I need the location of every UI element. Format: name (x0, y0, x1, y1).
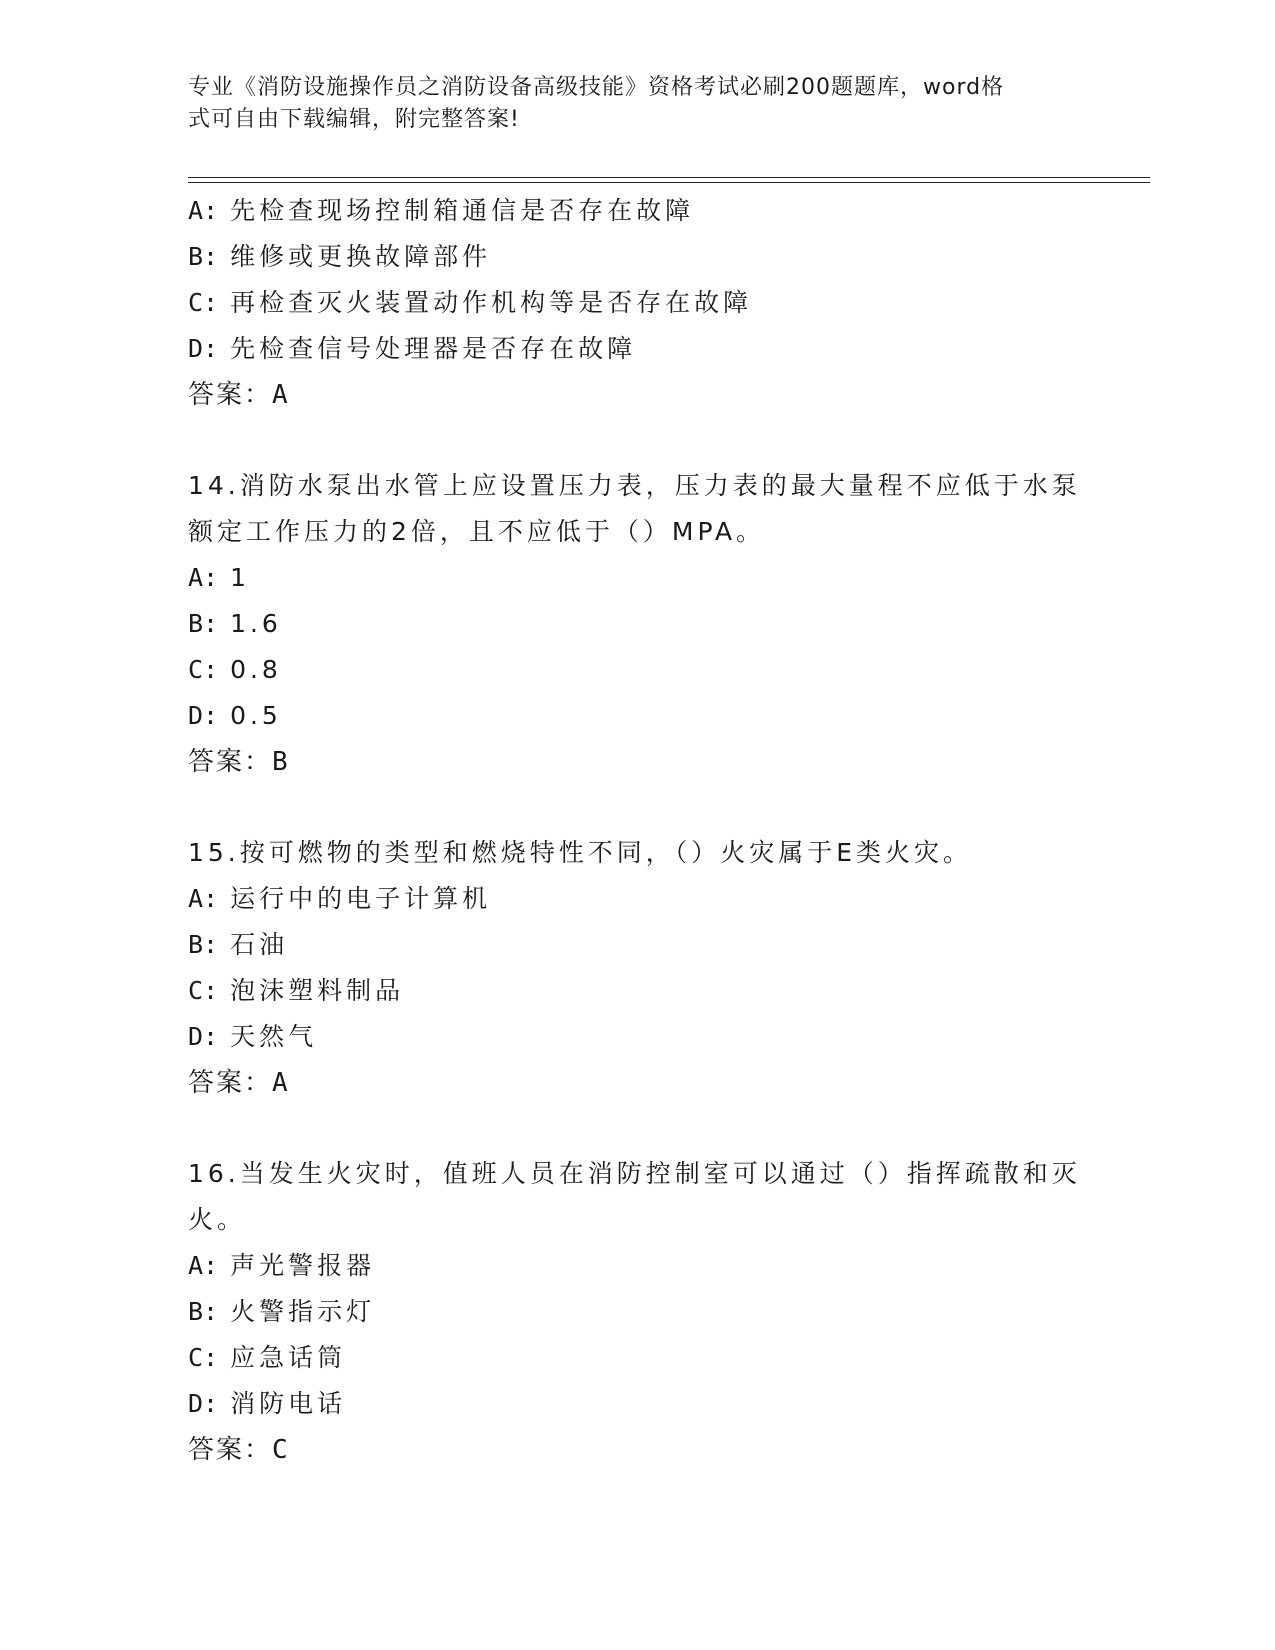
question-block (188, 1106, 1088, 1473)
option-key: D: (188, 701, 219, 730)
answer-value: A (272, 1068, 289, 1098)
answer-label: 答案： (188, 1068, 273, 1098)
answer-label: 答案： (188, 1435, 273, 1465)
option-key: D: (188, 1389, 219, 1418)
option-key: A: (188, 1251, 219, 1280)
option-text: 先检查现场控制箱通信是否存在故障 (230, 196, 695, 225)
option-key: B: (188, 930, 219, 959)
option-key: C: (188, 976, 219, 1005)
option-text: 石油 (230, 930, 289, 959)
header-line-1: 专业《消防设施操作员之消防设备高级技能》资格考试必刷200题题库，word格 (188, 75, 1005, 100)
option-text: 维修或更换故障部件 (230, 242, 492, 271)
option-key: D: (188, 1022, 219, 1051)
option-key: A: (188, 196, 219, 225)
answer-value: C (272, 1435, 289, 1465)
answer-option (188, 234, 1088, 280)
option-text: 1.6 (230, 609, 282, 638)
option-key: B: (188, 242, 219, 271)
answer-option (188, 922, 1088, 968)
option-text: 声光警报器 (230, 1251, 376, 1280)
answer-option (188, 601, 1088, 647)
header-divider-bottom (188, 182, 1150, 183)
answer-option (188, 1014, 1088, 1060)
answer-option (188, 876, 1088, 922)
question-stem (188, 463, 1088, 555)
answer-option (188, 1289, 1088, 1335)
option-text: 0.5 (230, 701, 282, 730)
answer-label: 答案： (188, 380, 273, 410)
answer-option (188, 326, 1088, 372)
answer-option (188, 1335, 1088, 1381)
option-key: A: (188, 884, 219, 913)
answer-line (188, 1060, 1088, 1106)
answer-label: 答案： (188, 747, 273, 777)
option-text: 运行中的电子计算机 (230, 884, 492, 913)
question-stem (188, 830, 1088, 876)
option-text: 再检查灭火装置动作机构等是否存在故障 (230, 288, 753, 317)
page-header (188, 72, 1068, 136)
option-text: 应急话筒 (230, 1343, 347, 1372)
answer-option (188, 1381, 1088, 1427)
option-text: 天然气 (230, 1022, 318, 1051)
question-stem-line: 16.当发生火灾时，值班人员在消防控制室可以通过（）指挥疏散和灭 (188, 1159, 1081, 1188)
question-stem-line: 14.消防水泵出水管上应设置压力表，压力表的最大量程不应低于水泵 (188, 471, 1081, 500)
answer-line (188, 739, 1088, 785)
option-key: D: (188, 334, 219, 363)
header-divider-top (188, 177, 1150, 178)
option-key: C: (188, 288, 219, 317)
answer-value: A (272, 380, 289, 410)
answer-option (188, 693, 1088, 739)
answer-option (188, 968, 1088, 1014)
question-spacer (188, 785, 1088, 830)
answer-value: B (272, 747, 289, 777)
answer-line (188, 1427, 1088, 1473)
option-text: 火警指示灯 (230, 1297, 376, 1326)
option-key: A: (188, 563, 219, 592)
question-stem-line: 额定工作压力的2倍，且不应低于（）MPA。 (188, 517, 766, 546)
answer-option (188, 188, 1088, 234)
option-text: 先检查信号处理器是否存在故障 (230, 334, 637, 363)
question-stem (188, 1151, 1088, 1243)
question-list (188, 188, 1088, 1473)
question-spacer (188, 1106, 1088, 1151)
question-stem-line: 15.按可燃物的类型和燃烧特性不同，（）火灾属于E类火灾。 (188, 838, 973, 867)
option-key: B: (188, 609, 219, 638)
answer-option (188, 555, 1088, 601)
answer-option (188, 647, 1088, 693)
option-key: C: (188, 655, 219, 684)
option-key: B: (188, 1297, 219, 1326)
question-stem-line: 火。 (188, 1205, 247, 1234)
option-text: 泡沫塑料制品 (230, 976, 405, 1005)
option-text: 1 (230, 563, 250, 592)
option-text: 0.8 (230, 655, 282, 684)
question-block (188, 418, 1088, 785)
header-line-2: 式可自由下载编辑，附完整答案! (188, 107, 520, 132)
question-block (188, 188, 1088, 418)
answer-option (188, 280, 1088, 326)
option-text: 消防电话 (230, 1389, 347, 1418)
option-key: C: (188, 1343, 219, 1372)
answer-option (188, 1243, 1088, 1289)
answer-line (188, 372, 1088, 418)
question-spacer (188, 418, 1088, 463)
question-block (188, 785, 1088, 1106)
